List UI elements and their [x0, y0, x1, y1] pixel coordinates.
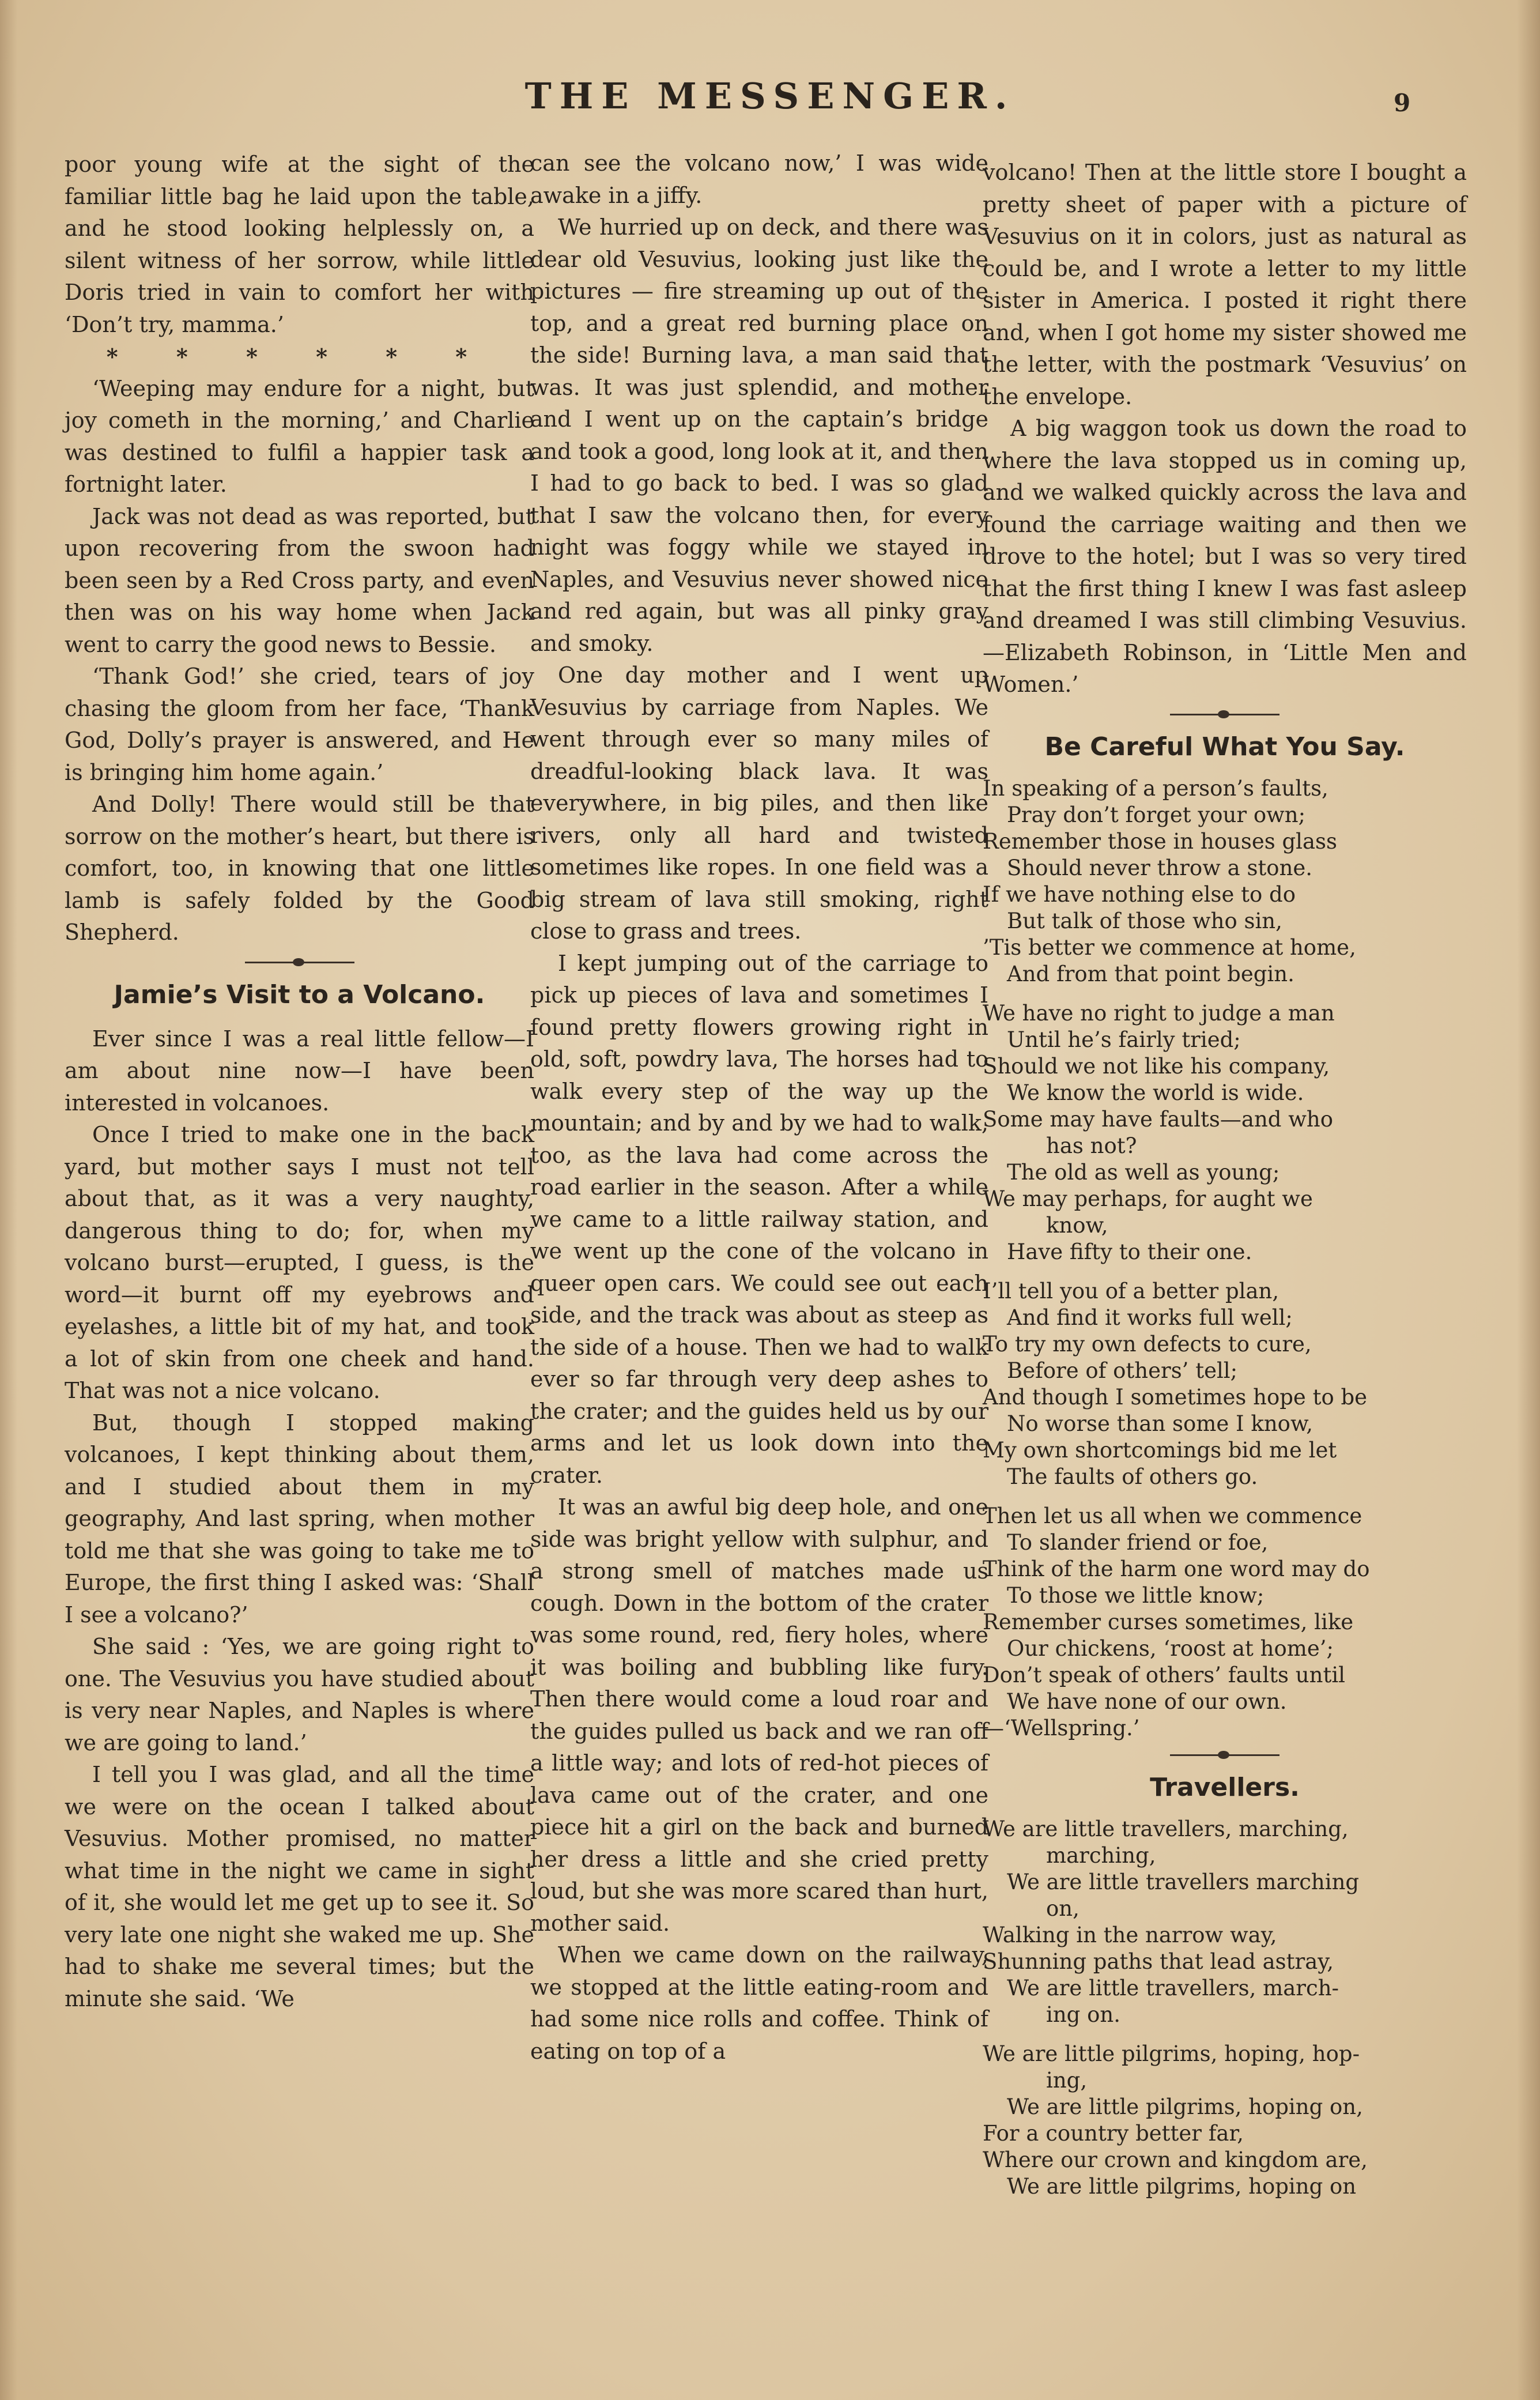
page-number: 9	[1394, 89, 1411, 117]
ornamental-divider	[1170, 714, 1279, 715]
poem-line: We are little pilgrims, hoping on,	[1007, 2094, 1363, 2119]
poem-line: Walking in the narrow way,	[983, 1922, 1277, 1947]
article-title-jamie: Jamie’s Visit to a Volcano.	[114, 979, 485, 1009]
poem-line: marching,	[1046, 1843, 1156, 1868]
poem-line: I’ll tell you of a better plan,	[983, 1278, 1279, 1303]
poem-line: To slander friend or foe,	[1007, 1529, 1269, 1555]
page-header	[0, 75, 1540, 127]
page-edge-shadow-left	[0, 0, 17, 2400]
poem-line: And from that point begin.	[1007, 961, 1294, 986]
poem-line: Shunning paths that lead astray,	[983, 1949, 1334, 1974]
article-paragraph: But, though I stopped making volcanoes, I kept thinking about them, and I studied about them in my geography, And last spring, when mother told me that she was going to take me to Europe, the first thing I asked was: ‘Shall I see a volcano?’	[65, 1410, 534, 1627]
poem-stanza	[983, 1278, 1467, 1490]
poem-line: In speaking of a person’s faults,	[983, 775, 1328, 801]
poem-line: If we have nothing else to do	[983, 881, 1296, 907]
poem-line: And find it works full well;	[1007, 1305, 1293, 1330]
article-paragraph: Once I tried to make one in the back yard, but mother says I must not tell about that, as it was a very naughty, dangerous thing to do; for, when my volcano burst—erupted, I guess, is the word—it burnt off my eyebrows and eyelashes, a little bit of my hat, and took a lot of skin from one cheek and hand. That was not a nice volcano.	[65, 1122, 534, 1403]
poem-line: Don’t speak of others’ faults until	[983, 1662, 1345, 1687]
poem-line: No worse than some I know,	[1007, 1411, 1313, 1436]
column-1	[65, 149, 534, 2015]
story-paragraph: poor young wife at the sight of the familiar little bag he laid upon the table, and he stood looking helplessly on, a silent witness of her sorrow, while little Doris tried in vain to comfort her with ‘Don’t try, mamma.’	[65, 152, 534, 337]
article-paragraph: I kept jumping out of the carriage to pick up pieces of lava and sometimes I found pretty flowers growing right in old, soft, powdry lava, The horses had to walk every step of the way up the mountain; and by and by we had to walk, too, as the lava had come across the road earlier in the season. After a while we came to a little railway station, and we went up the cone of the volcano in queer open cars. We could see out each side, and the track was about as steep as the side of a house. Then we had to walk ever so far through very deep ashes to the crater; and the guides held us by our arms and let us look down into the crater.	[530, 950, 988, 1488]
poem-line: Our chickens, ‘roost at home’;	[1007, 1636, 1334, 1661]
poem-line: Should we not like his company,	[983, 1053, 1330, 1079]
poem-line: We may perhaps, for aught we	[983, 1186, 1313, 1211]
poem-line: on,	[1046, 1896, 1079, 1921]
story-paragraph: ‘Weeping may endure for a night, but joy cometh in the morning,’ and Charlie was destined to fulfil a happier task a fortnight later.	[65, 375, 534, 497]
poem-line: For a country better far,	[983, 2120, 1244, 2146]
article-paragraph: She said : ‘Yes, we are going right to one. The Vesuvius you have studied about is very near Naples, and Naples is where we are going to land.’	[65, 1634, 534, 1755]
column-2	[530, 148, 988, 2067]
page-edge-shadow-right	[1517, 0, 1540, 2400]
column-3	[983, 157, 1467, 2213]
poem-line: has not?	[1046, 1133, 1137, 1158]
poem-line: Should never throw a stone.	[1007, 855, 1313, 880]
article-paragraph: I tell you I was glad, and all the time we were on the ocean I talked about Vesuvius. Mother promised, no matter what time in the night we came in sight of it, she would let me get up to see it. So very late one night she waked me up. She had to shake me several times; but the minute she said. ‘We	[65, 1762, 534, 2011]
poem-line: The faults of others go.	[1007, 1464, 1258, 1489]
poem-line: We are little travellers marching	[1007, 1869, 1360, 1894]
article-paragraph: When we came down on the railway, we stopped at the little eating-room and had some nice rolls and coffee. Think of eating on top of a	[530, 1942, 988, 2064]
story-paragraph: ‘Thank God!’ she cried, tears of joy chasing the gloom from her face, ‘Thank God, Dolly’s prayer is answered, and He is bringing him home again.’	[65, 664, 534, 785]
poem-line: We have no right to judge a man	[983, 1000, 1335, 1026]
poem-line: To try my own defects to cure,	[983, 1331, 1312, 1357]
poem-line: Where our crown and kingdom are,	[983, 2147, 1368, 2172]
poem-title-travellers: Travellers.	[1150, 1772, 1300, 1802]
poem-line: Some may have faults—and who	[983, 1106, 1334, 1132]
ornamental-divider	[245, 962, 354, 963]
article-paragraph: Ever since I was a real little fellow—I am about nine now—I have been interested in volcanoes.	[65, 1026, 534, 1116]
poem-stanza	[983, 1000, 1467, 1265]
poem-line: ing on.	[1046, 2002, 1120, 2027]
poem-line: Before of others’ tell;	[1007, 1358, 1238, 1383]
article-paragraph: can see the volcano now,’ I was wide awake in a jiffy.	[530, 150, 988, 208]
poem-line: We are little travellers, marching,	[983, 1816, 1349, 1841]
poem-line: We have none of our own.	[1007, 1689, 1287, 1714]
story-paragraph: Jack was not dead as was reported, but upon recovering from the swoon had been seen by a Red Cross party, and even then was on his way home when Jack went to carry the good news to Bessie.	[65, 503, 534, 657]
poem-line: We are little pilgrims, hoping, hop-	[983, 2041, 1360, 2066]
poem-line: The old as well as young;	[1007, 1159, 1280, 1185]
ornamental-divider	[1170, 1754, 1279, 1756]
poem-line: And though I sometimes hope to be	[983, 1384, 1368, 1410]
poem-line: Pray don’t forget your own;	[1007, 802, 1306, 827]
poem-stanza	[983, 1816, 1467, 2028]
poem-line: Then let us all when we commence	[983, 1503, 1362, 1528]
poem-stanza	[983, 775, 1467, 988]
section-break-stars: * * * * * *	[106, 344, 493, 370]
poem-line: But talk of those who sin,	[1007, 908, 1282, 933]
poem-line: ing,	[1046, 2067, 1088, 2093]
poem-stanza	[983, 2041, 1467, 2200]
poem-line: Think of the harm one word may do	[983, 1556, 1370, 1581]
poem-title-be-careful: Be Careful What You Say.	[1044, 732, 1405, 762]
poem-line: We know the world is wide.	[1007, 1080, 1304, 1105]
article-paragraph: One day mother and I went up Vesuvius by carriage from Naples. We went through ever so many miles of dreadful-looking black lava. It was everywhere, in big piles, and then like rivers, only all hard and twisted sometimes like ropes. In one field was a big stream of lava still smoking, right close to grass and trees.	[530, 662, 988, 944]
story-paragraph: And Dolly! There would still be that sorrow on the mother’s heart, but there is comfort, too, in knowing that one little lamb is safely folded by the Good Shepherd.	[65, 792, 534, 945]
poem-line: My own shortcomings bid me let	[983, 1437, 1337, 1463]
poem-line: Remember those in houses glass	[983, 828, 1338, 854]
poem-line: Until he’s fairly tried;	[1007, 1027, 1241, 1052]
poem-line: We are little travellers, march-	[1007, 1975, 1339, 2000]
poem-line: We are little pilgrims, hoping on	[1007, 2173, 1357, 2199]
article-paragraph: It was an awful big deep hole, and one side was bright yellow with sulphur, and a strong smell of matches made us cough. Down in the bottom of the crater was some round, red, fiery holes, where it was boiling and bubbling like fury. Then there would come a loud roar and the guides pulled us back and we ran off a little way; and lots of red-hot pieces of lava came out of the crater, and one piece hit a girl on the back and burned her dress a little and she cried pretty loud, but she was more scared than hurt, mother said.	[530, 1494, 988, 1936]
poem-line: Remember curses sometimes, like	[983, 1609, 1354, 1634]
masthead-title: THE MESSENGER.	[524, 75, 1016, 117]
article-paragraph: We hurried up on deck, and there was dear old Vesuvius, looking just like the pictures — fire streaming up out of the top, and a great red burning place on the side! Burning lava, a man said that was. It was just splendid, and mother and I went up on the captain’s bridge and took a good, long look at it, and then I had to go back to bed. I was so glad that I saw the volcano then, for every night was foggy while we stayed in Naples, and Vesuvius never showed nice and red again, but was all pinky gray and smoky.	[530, 214, 988, 656]
poem-line: ’Tis better we commence at home,	[983, 935, 1356, 960]
poem-attribution: —‘Wellspring.’	[983, 1715, 1140, 1740]
poem-line: Have fifty to their one.	[1007, 1239, 1252, 1264]
poem-stanza	[983, 1503, 1467, 1742]
poem-line: know,	[1046, 1212, 1108, 1238]
poem-line: To those we little know;	[1007, 1583, 1265, 1608]
article-paragraph: volcano! Then at the little store I bought a pretty sheet of paper with a picture of Vesuvius on it in colors, just as natural as could be, and I wrote a letter to my little sister in America. I posted it right there and, when I got home my sister showed me the letter, with the postmark ‘Vesuvius’ on the envelope.	[983, 160, 1467, 409]
article-paragraph: A big waggon took us down the road to where the lava stopped us in coming up, and we walked quickly across the lava and found the carriage waiting and then we drove to the hotel; but I was so very tired that the first thing I knew I was fast asleep and dreamed I was still climbing Vesuvius.—Elizabeth Robinson, in ‘Little Men and Women.’	[983, 416, 1467, 697]
